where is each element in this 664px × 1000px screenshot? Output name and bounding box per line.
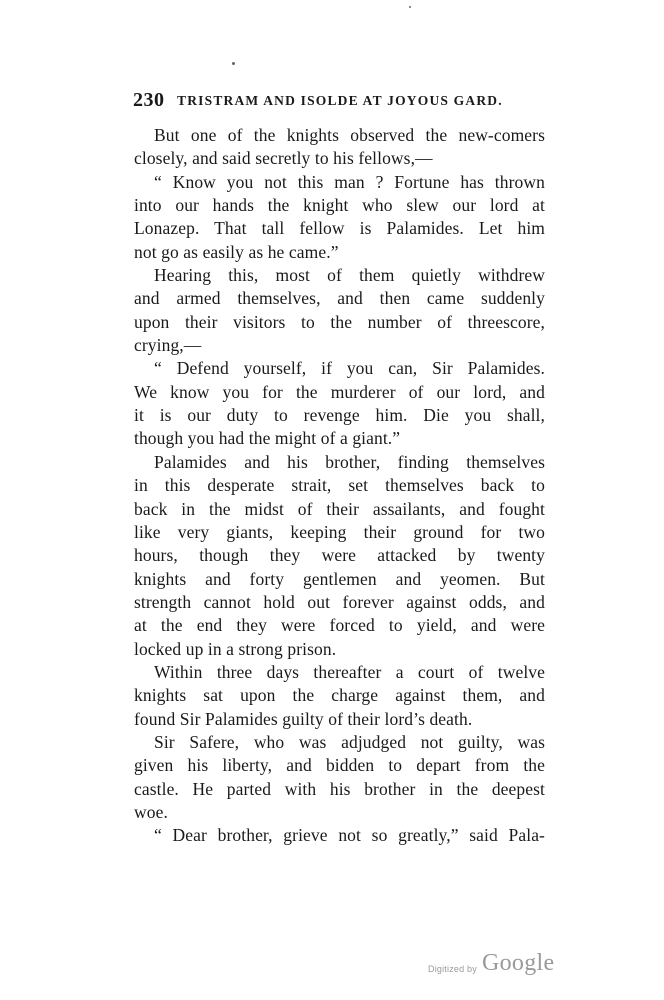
text-line: “ Defend yourself, if you can, Sir Palamides. — [154, 358, 545, 379]
text-line: back in the midst of their assailants, and fought — [134, 498, 545, 519]
text-line: woe. — [134, 801, 168, 822]
text-line: crying,— — [134, 335, 202, 356]
text-line: at the end they were forced to yield, and were — [134, 615, 545, 636]
text-line: not go as easily as he came.” — [134, 241, 339, 262]
text-line: knights and forty gentlemen and yeomen. But — [134, 568, 545, 589]
text-line: knights sat upon the charge against them, and — [134, 685, 545, 706]
text-line: closely, and said secretly to his fellows,— — [134, 148, 433, 169]
text-line: Within three days thereafter a court of twelve — [154, 661, 545, 682]
text-line: “ Know you not this man ? Fortune has thrown — [154, 171, 545, 192]
text-line: We know you for the murderer of our lord, and — [134, 381, 545, 402]
text-line: found Sir Palamides guilty of their lord’s death. — [134, 708, 473, 729]
text-line: strength cannot hold out forever against odds, and — [134, 591, 545, 612]
running-title: TRISTRAM AND ISOLDE AT JOYOUS GARD. — [177, 93, 503, 108]
ink-speck — [409, 6, 411, 8]
text-line: castle. He parted with his brother in the deepest — [134, 778, 545, 799]
text-line: But one of the knights observed the new-comers — [154, 125, 545, 145]
watermark-small-text: Digitized by — [428, 964, 477, 974]
text-line: locked up in a strong prison. — [134, 638, 337, 659]
text-line: Lonazep. That tall fellow is Palamides. Let him — [134, 218, 545, 239]
text-line: “ Dear brother, grieve not so greatly,” said Pala- — [154, 825, 545, 846]
watermark-brand-text: Google — [482, 950, 555, 976]
digitized-by-watermark — [428, 950, 568, 984]
text-line: upon their visitors to the number of threescore, — [134, 311, 545, 332]
text-line: like very giants, keeping their ground for two — [134, 521, 545, 542]
text-line: though you had the might of a giant.” — [134, 428, 401, 449]
text-line: Sir Safere, who was adjudged not guilty, was — [154, 731, 545, 752]
body-text — [134, 124, 545, 848]
text-line: into our hands the knight who slew our lord at — [134, 195, 545, 216]
text-line: and armed themselves, and then came suddenly — [134, 288, 545, 309]
text-line: in this desperate strait, set themselves back to — [134, 475, 545, 496]
page-header — [133, 86, 553, 114]
text-line: it is our duty to revenge him. Die you shall, — [134, 405, 545, 426]
ink-speck — [232, 62, 235, 65]
page-number: 230 — [133, 89, 165, 111]
text-line: hours, though they were attacked by twenty — [134, 545, 545, 566]
text-line: given his liberty, and bidden to depart from the — [134, 755, 545, 776]
text-line: Hearing this, most of them quietly withdrew — [154, 265, 545, 286]
text-line: Palamides and his brother, finding themselves — [154, 451, 545, 472]
